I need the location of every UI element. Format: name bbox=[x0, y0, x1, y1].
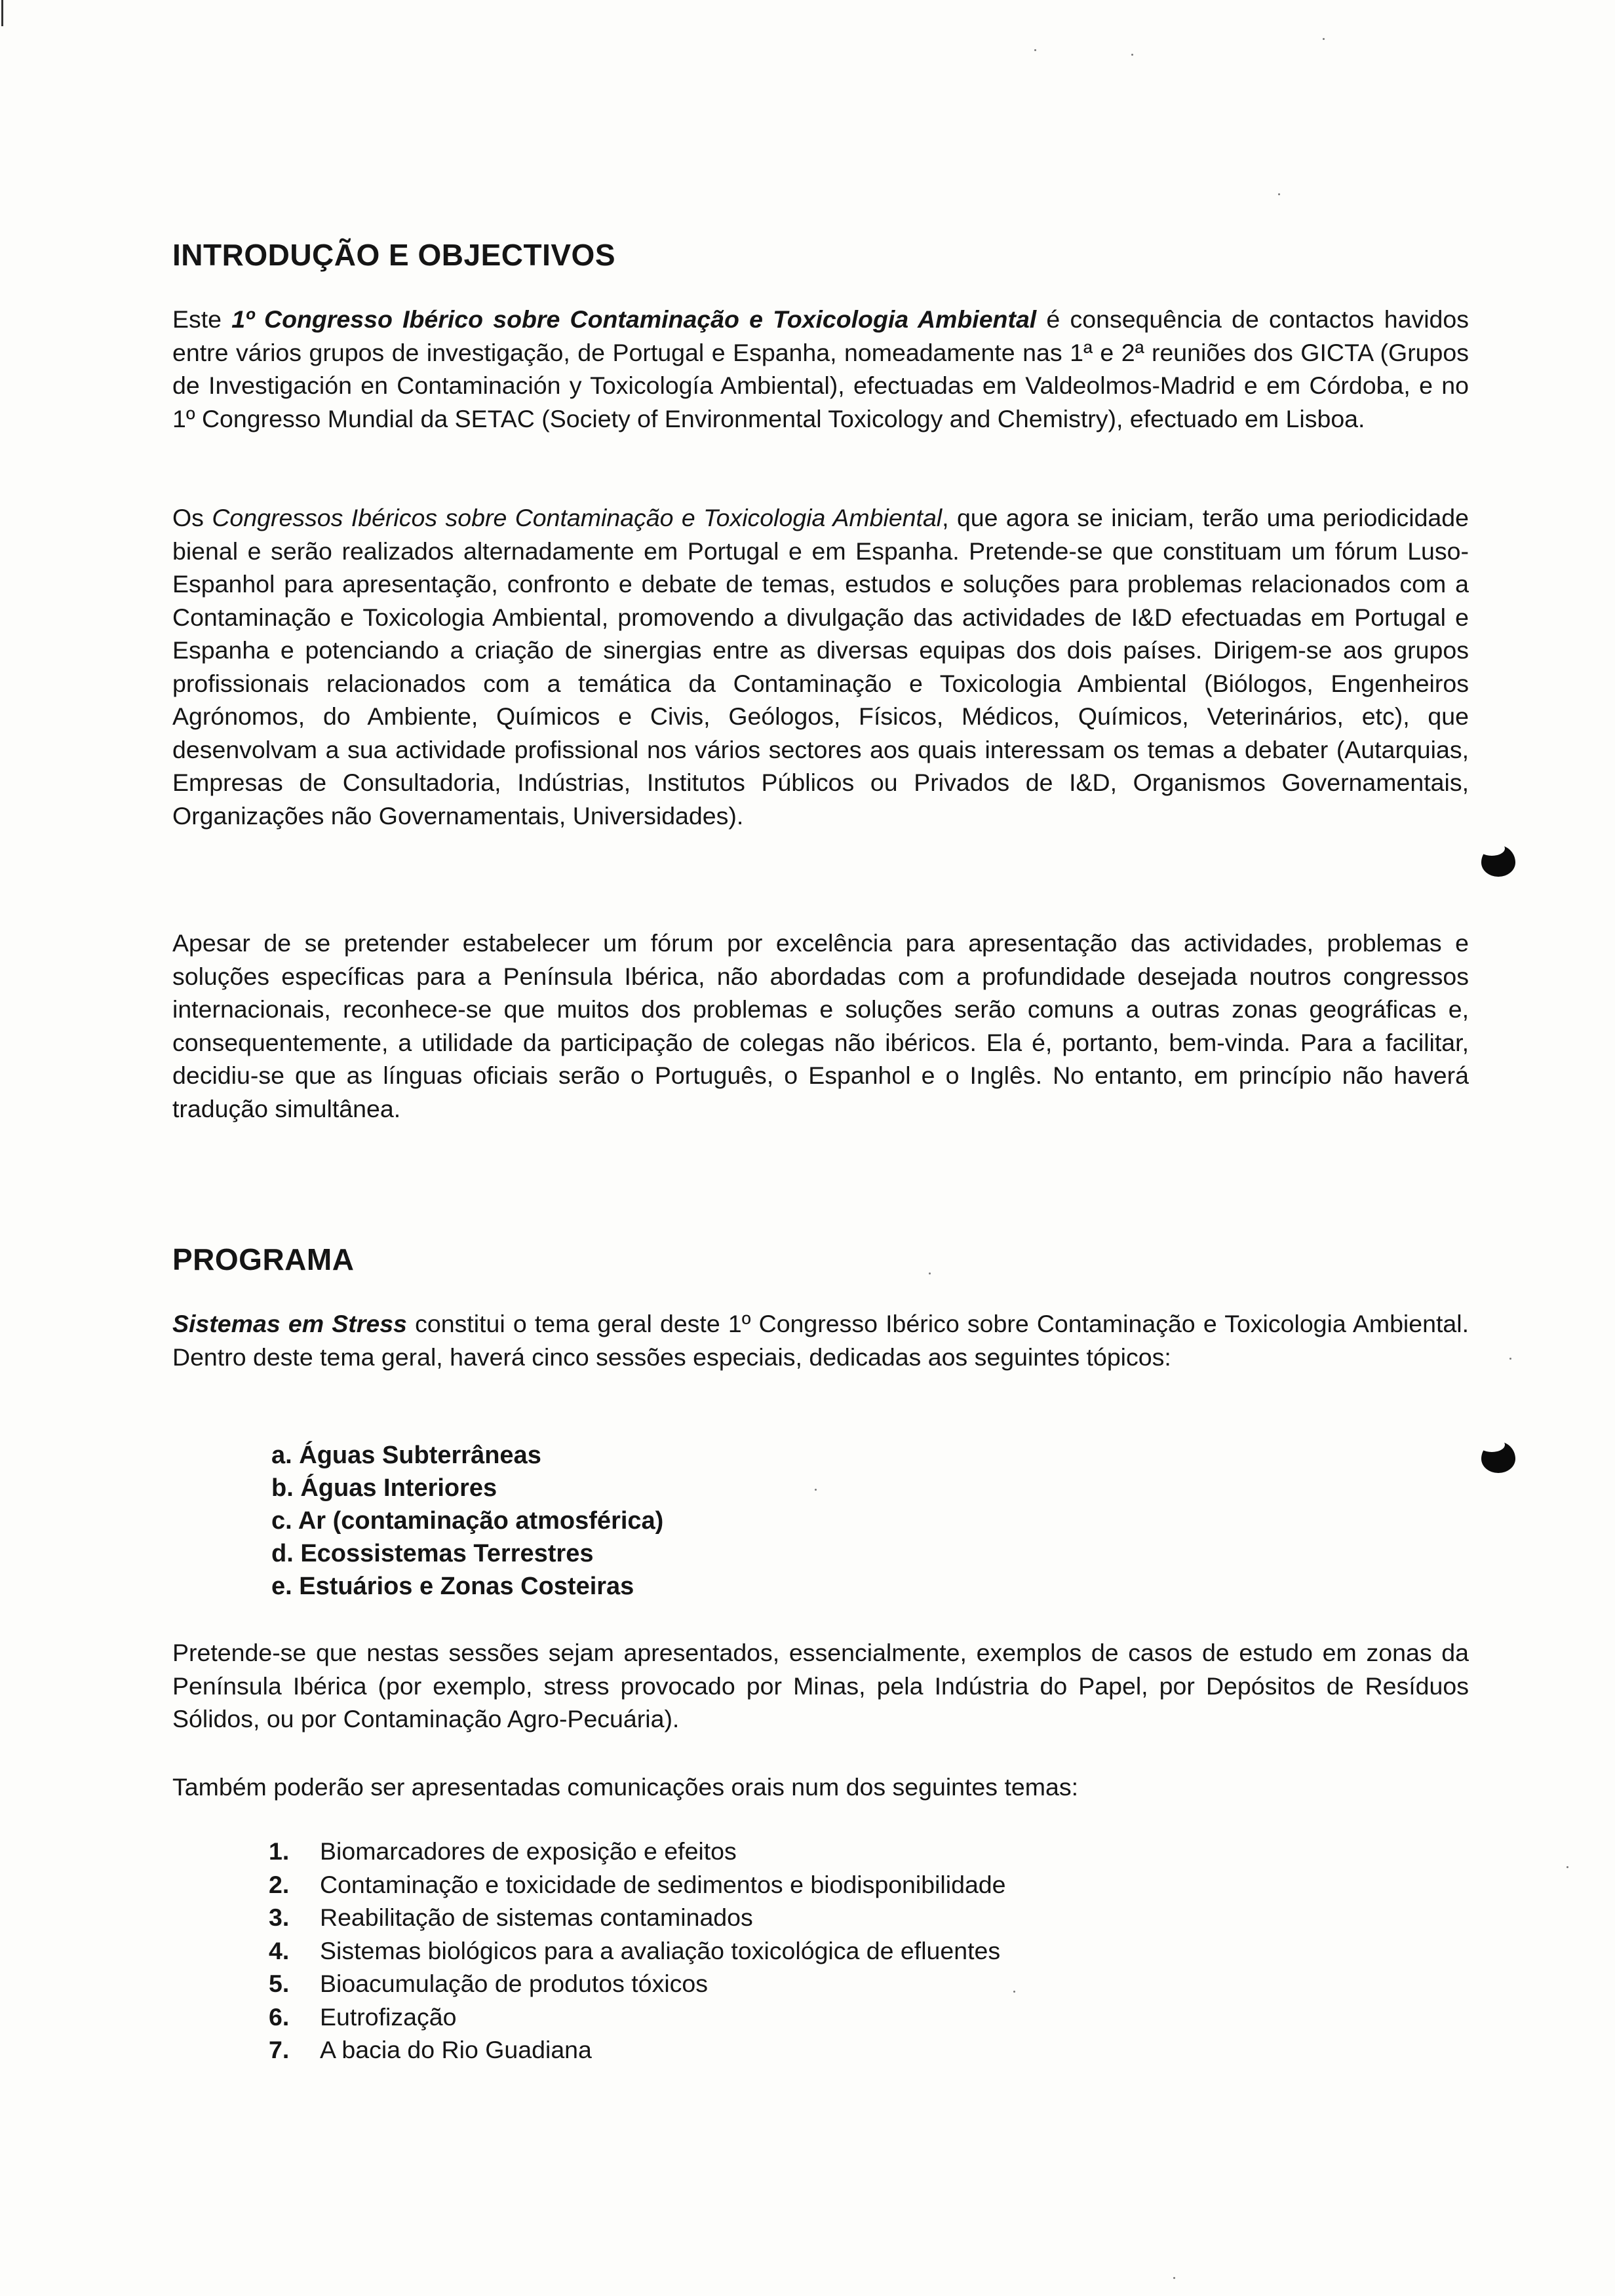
programa-heading-block bbox=[172, 1242, 1469, 1277]
punch-hole-mark bbox=[1481, 1442, 1515, 1473]
programa-p1-post: constitui o tema geral deste 1º Congresso Ibérico sobre Contaminação e Toxicologia Ambiental. Dentro deste tema geral, haverá cinco sessões especiais, dedicadas aos seguintes tópicos: bbox=[172, 1310, 1469, 1371]
sessions-list bbox=[271, 1439, 663, 1603]
intro-heading: INTRODUÇÃO E OBJECTIVOS bbox=[172, 238, 616, 272]
intro-paragraph-1-block bbox=[172, 303, 1469, 435]
programa-paragraph-1 bbox=[172, 1307, 1469, 1373]
intro-p2-post: , que agora se iniciam, terão uma periodicidade bienal e serão realizados alternadamente em Portugal e em Espanha. Pretende-se que constituam um fórum Luso-Espanhol para apresentação, confronto e debate de temas, estudos e soluções para problemas relacionados com a Contaminação e Toxicologia Ambiental, promovendo a divulgação das actividades de I&D efectuadas em Portugal e Espanha e potenciando a criação de sinergias entre as diversas equipas dos dois países. Dirigem-se aos grupos profissionais relacionados com a temática da Contaminação e Toxicologia Ambiental (Biólogos, Engenheiros Agrónomos, do Ambiente, Químicos e Civis, Geólogos, Físicos, Médicos, Químicos, Veterinários, etc), que desenvolvam a sua actividade profissional nos vários sectores aos quais interessam os temas a debater (Autarquias, Empresas de Consultadoria, Indústrias, Institutos Públicos ou Privados de I&D, Organismos Governamentais, Organizações não Governamentais, Universidades). bbox=[172, 504, 1469, 830]
list-item: e. Estuários e Zonas Costeiras bbox=[271, 1573, 634, 1600]
punch-hole-mark bbox=[1481, 845, 1515, 877]
intro-paragraph-3-block bbox=[172, 927, 1469, 1125]
programa-paragraph-3-block bbox=[172, 1770, 1469, 1804]
intro-p2-pre: Os bbox=[172, 504, 212, 531]
list-item: c. Ar (contaminação atmosférica) bbox=[271, 1507, 664, 1535]
list-item bbox=[269, 1901, 1006, 1934]
scan-speck bbox=[1173, 2277, 1175, 2279]
list-item bbox=[269, 1835, 1006, 1868]
topic-text: Bioacumulação de produtos tóxicos bbox=[320, 1970, 709, 1997]
scan-speck bbox=[929, 1272, 931, 1274]
programa-heading: PROGRAMA bbox=[172, 1242, 355, 1276]
list-item: a. Águas Subterrâneas bbox=[271, 1442, 541, 1469]
intro-paragraph-3: Apesar de se pretender estabelecer um fórum por excelência para apresentação das actividades, problemas e soluções específicas para a Península Ibérica, não abordadas com a profundidade desejada noutros congressos internacionais, reconhece-se que muitos dos problemas e soluções serão comuns a outras zonas geográficas e, consequentemente, a utilidade da participação de colegas não ibéricos. Ela é, portanto, bem-vinda. Para a facilitar, decidiu-se que as línguas oficiais serão o Português, o Espanhol e o Inglês. No entanto, em princípio não haverá tradução simultânea. bbox=[172, 929, 1469, 1122]
list-item bbox=[269, 1934, 1006, 1968]
list-item: b. Águas Interiores bbox=[271, 1474, 497, 1502]
general-theme: Sistemas em Stress bbox=[172, 1310, 407, 1337]
topics-list bbox=[269, 1835, 1006, 2067]
programa-paragraph-2: Pretende-se que nestas sessões sejam apresentados, essencialmente, exemplos de casos de estudo em zonas da Península Ibérica (por exemplo, stress provocado por Minas, pela Indústria do Papel, por Depósitos de Resíduos Sólidos, ou por Contaminação Agro-Pecuária). bbox=[172, 1639, 1469, 1732]
topic-number: 3. bbox=[269, 1904, 290, 1931]
list-item bbox=[269, 1967, 1006, 2000]
programa-paragraph-2-block bbox=[172, 1636, 1469, 1736]
topic-number: 7. bbox=[269, 2036, 290, 2063]
intro-heading-block bbox=[172, 237, 1469, 273]
topic-text: Contaminação e toxicidade de sedimentos e biodisponibilidade bbox=[320, 1870, 1006, 1898]
scan-speck bbox=[1013, 1991, 1015, 1993]
list-item: d. Ecossistemas Terrestres bbox=[271, 1540, 594, 1567]
scan-edge-mark bbox=[1, 0, 3, 26]
scan-speck bbox=[1566, 1866, 1568, 1868]
topic-text: A bacia do Rio Guadiana bbox=[320, 2036, 592, 2063]
programa-paragraph-3: Também poderão ser apresentadas comunicações orais num dos seguintes temas: bbox=[172, 1773, 1078, 1801]
topic-text: Sistemas biológicos para a avaliação toxicológica de efluentes bbox=[320, 1936, 1001, 1964]
topic-number: 1. bbox=[269, 1837, 290, 1865]
congress-series-name: Congressos Ibéricos sobre Contaminação e Toxicologia Ambiental bbox=[212, 504, 943, 531]
scan-speck bbox=[1278, 193, 1280, 195]
scan-speck bbox=[1323, 38, 1325, 40]
topic-number: 5. bbox=[269, 1970, 290, 1997]
intro-p1-pre: Este bbox=[172, 305, 232, 333]
congress-name: 1º Congresso Ibérico sobre Contaminação e Toxicologia Ambiental bbox=[231, 305, 1037, 333]
topic-text: Reabilitação de sistemas contaminados bbox=[320, 1904, 753, 1931]
topic-number: 2. bbox=[269, 1870, 290, 1898]
list-item bbox=[269, 2033, 1006, 2067]
intro-paragraph-2-block bbox=[172, 501, 1469, 832]
programa-paragraph-1-block bbox=[172, 1307, 1469, 1373]
topic-text: Biomarcadores de exposição e efeitos bbox=[320, 1837, 737, 1865]
topic-number: 6. bbox=[269, 2002, 290, 2031]
topic-text: Eutrofização bbox=[320, 2002, 457, 2031]
intro-paragraph-2 bbox=[172, 501, 1469, 832]
intro-paragraph-1 bbox=[172, 303, 1469, 435]
scan-speck bbox=[815, 1489, 817, 1491]
scan-speck bbox=[1034, 49, 1036, 51]
list-item bbox=[269, 1868, 1006, 1902]
topic-number: 4. bbox=[269, 1936, 290, 1964]
scan-speck bbox=[1509, 1358, 1511, 1360]
scan-speck bbox=[1131, 54, 1133, 56]
list-item bbox=[269, 2000, 1006, 2034]
intro-p1-post: é consequência de contactos havidos entre vários grupos de investigação, de Portugal e Espanha, nomeadamente nas 1ª e 2ª reuniões dos GICTA (Grupos de Investigación en Contaminación y Toxicología Ambiental), efectuadas em Valdeolmos-Madrid e em Córdoba, e no 1º Congresso Mundial da SETAC (Society of Environmental Toxicology and Chemistry), efectuado em Lisboa. bbox=[172, 305, 1469, 432]
